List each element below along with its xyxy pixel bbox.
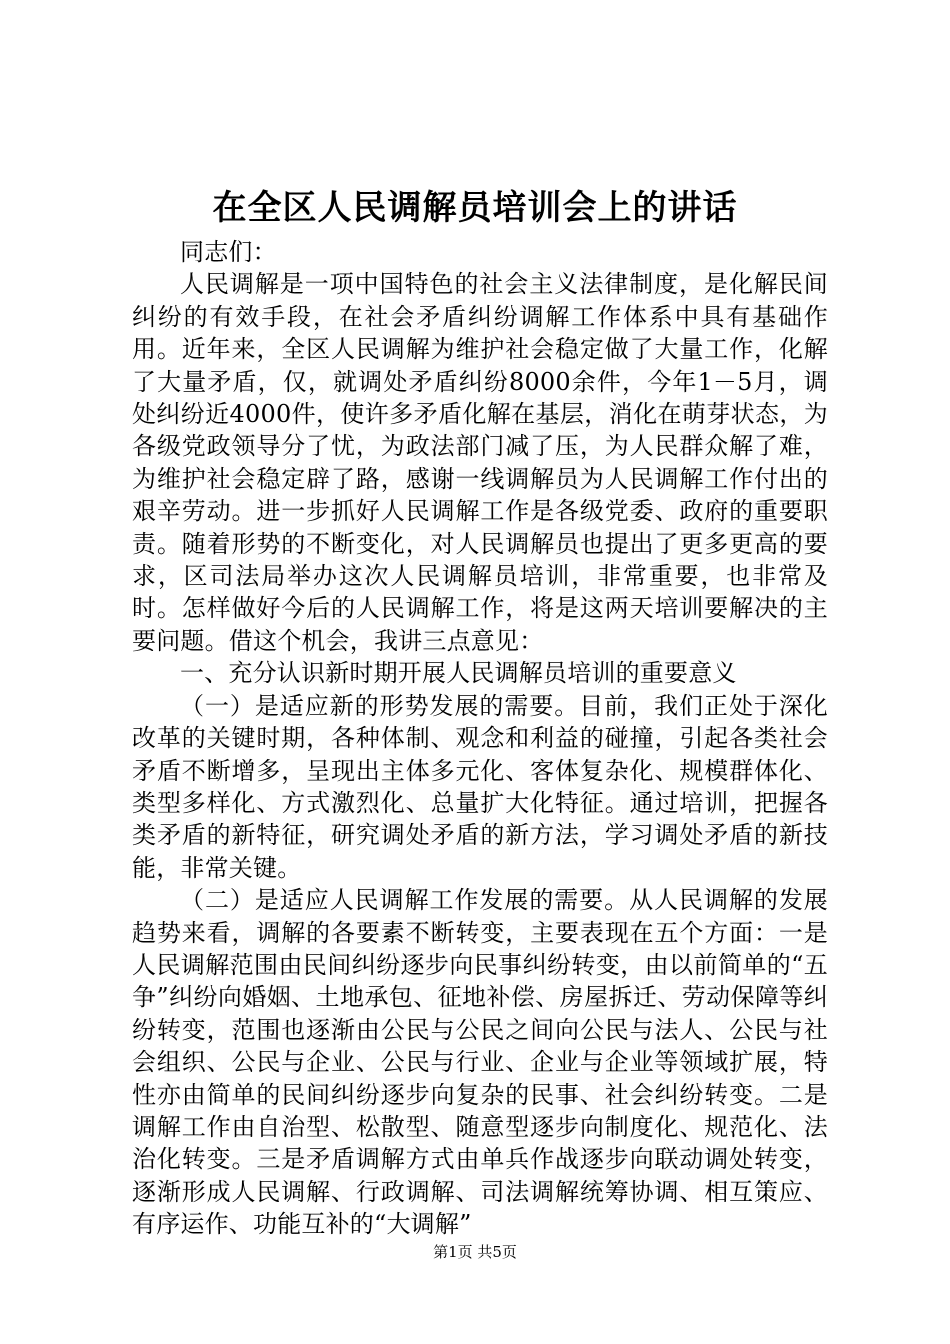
subsection-2-paragraph: （二）是适应人民调解工作发展的需要。从人民调解的发展趋势来看，调解的各要素不断转变，主要表现在五个方面：一是人民调解范围由民间纠纷逐步向民事纠纷转变，由以前简单的“五争”纠纷向婚姻、土地承包、征地补偿、房屋拆迁、劳动保障等纠纷转变，范围也逐渐由公民与公民之间向公民与法人、公民与社会组织、公民与企业、公民与行业、企业与企业等领域扩展，特性亦由简单的民间纠纷逐步向复杂的民事、社会纠纷转变。二是调解工作由自治型、松散型、随意型逐步向制度化、规范化、法治化转变。三是矛盾调解方式由单兵作战逐步向联动调处转变，逐渐形成人民调解、行政调解、司法调解统筹协调、相互策应、有序运作、功能互补的“大调解” (132, 886, 828, 1239)
document-title: 在全区人民调解员培训会上的讲话 (212, 188, 738, 228)
document-body (132, 236, 828, 1241)
page-number: 第1页 共5页 (433, 1243, 517, 1261)
intro-paragraph: 人民调解是一项中国特色的社会主义法律制度，是化解民间纠纷的有效手段，在社会矛盾纠纷调解工作体系中具有基础作用。近年来，全区人民调解为维护社会稳定做了大量工作，化解了大量矛盾，仅，就调处矛盾纠纷8000余件，今年1－5月，调处纠纷近4000件，使许多矛盾化解在基层，消化在萌芽状态，为各级党政领导分了忧，为政法部门减了压，为人民群众解了难，为维护社会稳定辟了路，感谢一线调解员为人民调解工作付出的艰辛劳动。进一步抓好人民调解工作是各级党委、政府的重要职责。随着形势的不断变化，对人民调解员也提出了更多更高的要求，区司法局举办这次人民调解员培训，非常重要，也非常及时。怎样做好今后的人民调解工作，将是这两天培训要解决的主要问题。借这个机会，我讲三点意见： (132, 270, 828, 655)
salutation-paragraph: 同志们： (180, 238, 277, 266)
page-footer (0, 1241, 950, 1263)
section-heading: 一、充分认识新时期开展人民调解员培训的重要意义 (180, 659, 737, 688)
subsection-1-paragraph: （一）是适应新的形势发展的需要。目前，我们正处于深化改革的关键时期，各种体制、观念和利益的碰撞，引起各类社会矛盾不断增多，呈现出主体多元化、客体复杂化、规模群体化、类型多样化、方式激烈化、总量扩大化特征。通过培训，把握各类矛盾的新特征，研究调处矛盾的新方法，学习调处矛盾的新技能，非常关键。 (132, 691, 828, 882)
